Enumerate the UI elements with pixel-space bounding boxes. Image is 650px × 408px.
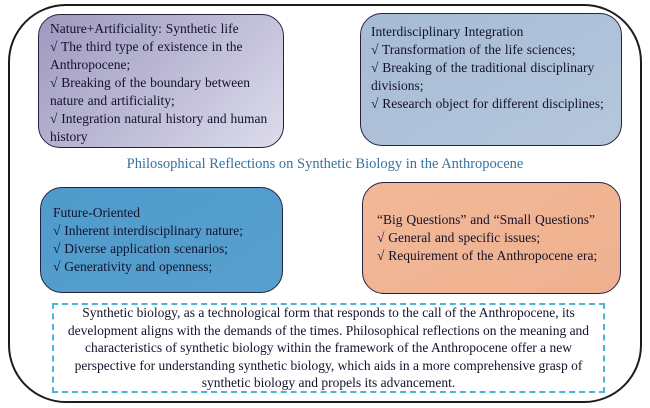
box-big-small-questions bbox=[362, 182, 621, 294]
box-title: Future-Oriented bbox=[53, 205, 140, 220]
box-title: Nature+Artificiality: Synthetic life bbox=[50, 21, 239, 36]
box-title: “Big Questions” and “Small Questions” bbox=[377, 212, 595, 227]
bullet-list bbox=[53, 222, 274, 276]
summary-paragraph: Synthetic biology, as a technological form that responds to the call of the Anthropocene, its development aligns with the demands of the times. Philosophical reflections on the meaning and characteristics of synthetic biology within the framework of the Anthropocene offer a new perspective for understanding synthetic biology, which aids in a more comprehensive grasp of synthetic biology and propels its advancement. bbox=[67, 305, 590, 391]
bullet-line: √ Requirement of the Anthropocene era; bbox=[377, 248, 598, 263]
bullet-line: √ Transformation of the life sciences; bbox=[371, 42, 576, 57]
figure-center-title: Philosophical Reflections on Synthetic Biology in the Anthropocene bbox=[126, 156, 524, 172]
box-nature-artificiality bbox=[38, 14, 284, 148]
bullet-line: √ Generativity and openness; bbox=[53, 259, 213, 274]
bullet-line: √ Breaking of the traditional disciplinary divisions; bbox=[371, 60, 595, 93]
bullet-list bbox=[377, 229, 614, 265]
bullet-line: √ General and specific issues; bbox=[377, 230, 541, 245]
box-title: Interdisciplinary Integration bbox=[371, 24, 524, 39]
bullet-line: √ Diverse application scenarios; bbox=[53, 241, 228, 256]
bullet-line: √ The third type of existence in the Anthropocene; bbox=[50, 39, 243, 72]
bullet-line: √ Inherent interdisciplinary nature; bbox=[53, 223, 243, 238]
bullet-list bbox=[371, 41, 615, 113]
summary-dashed-box bbox=[52, 303, 605, 393]
box-future-oriented bbox=[40, 187, 283, 293]
bullet-line: √ Integration natural history and human history bbox=[50, 111, 268, 144]
box-interdisciplinary-integration bbox=[360, 13, 622, 146]
bullet-line: √ Research object for different disciplines; bbox=[371, 96, 604, 111]
bullet-list bbox=[50, 38, 275, 146]
bullet-line: √ Breaking of the boundary between nature and artificiality; bbox=[50, 75, 250, 108]
